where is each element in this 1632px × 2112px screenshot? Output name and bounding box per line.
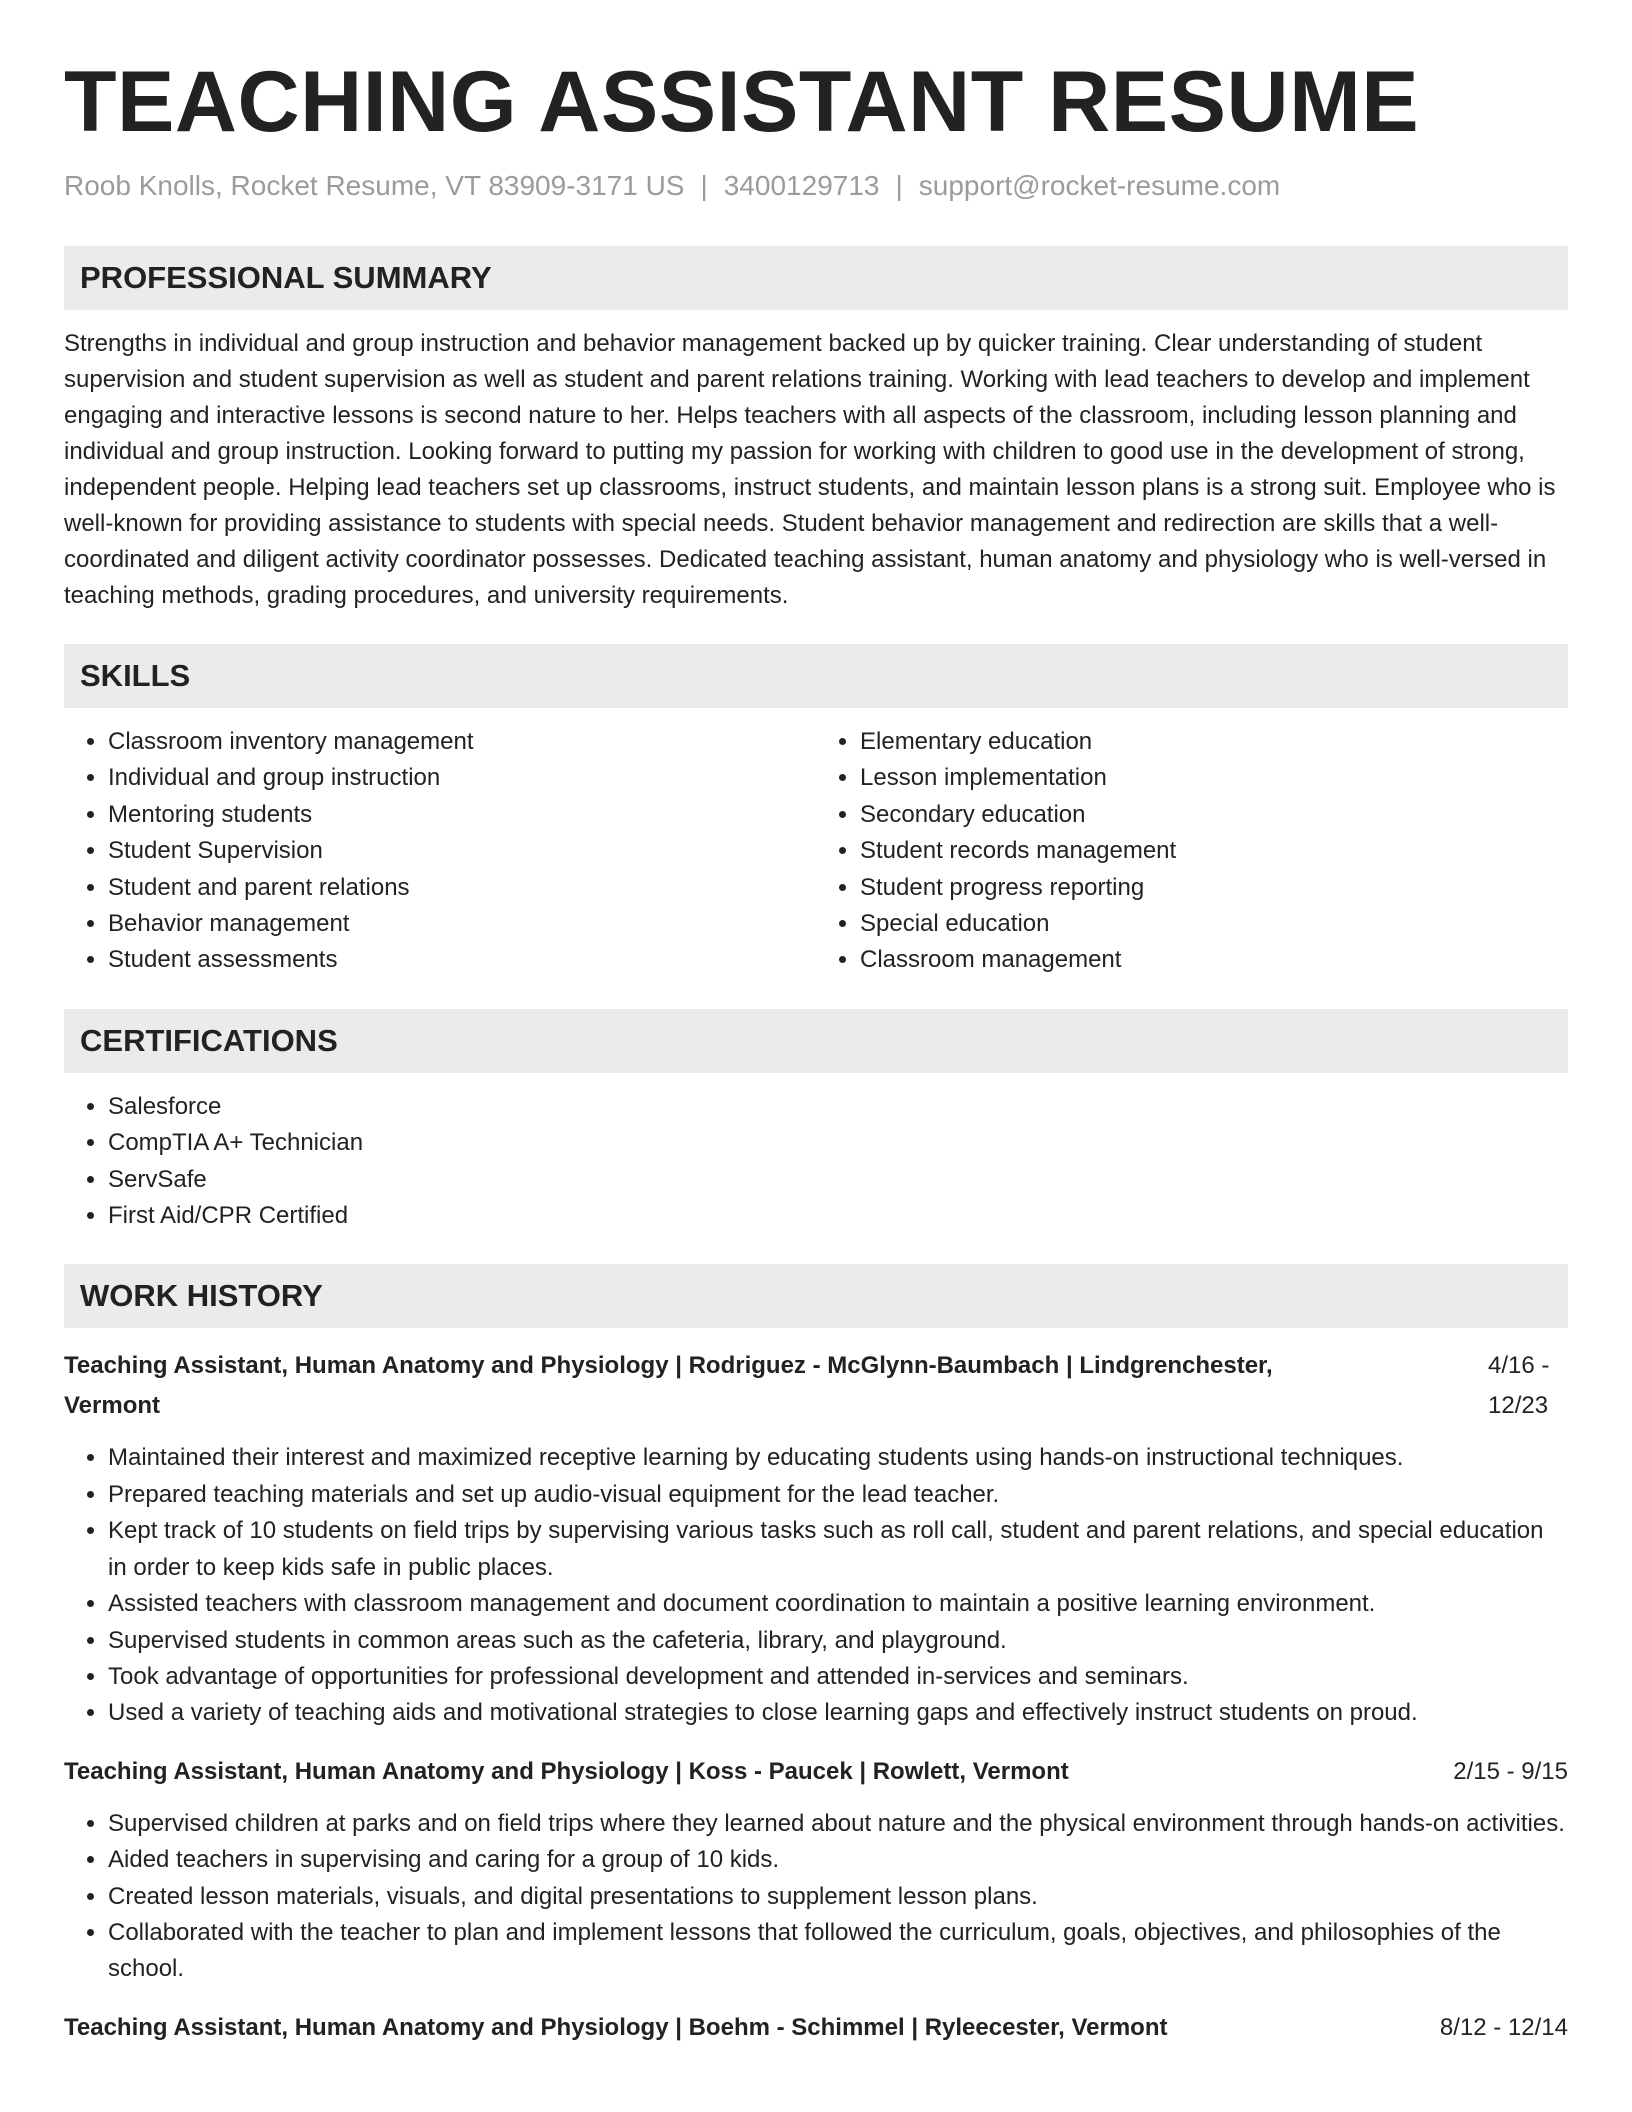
skill-item: • Classroom management	[860, 942, 1568, 978]
skills-heading: SKILLS	[64, 644, 1568, 708]
job-date: 2/15 - 9/15	[1453, 1757, 1568, 1785]
job-bullet: • Aided teachers in supervising and caring for a group of 10 kids.	[108, 1842, 1568, 1878]
summary-heading: PROFESSIONAL SUMMARY	[64, 246, 1568, 310]
skills-column-left	[64, 724, 816, 979]
resume-title: TEACHING ASSISTANT RESUME	[64, 54, 1420, 150]
job-date: 4/16 - 12/23	[1488, 1352, 1550, 1420]
contact-separator: |	[895, 170, 903, 201]
skill-item: • Lesson implementation	[860, 760, 1568, 796]
skill-item: • Student assessments	[108, 942, 816, 978]
certification-item: • Salesforce	[108, 1089, 1568, 1125]
certification-item: • First Aid/CPR Certified	[108, 1198, 1568, 1234]
certifications-list	[64, 1089, 1568, 1235]
job-bullet: • Prepared teaching materials and set up audio-visual equipment for the lead teacher.	[108, 1477, 1568, 1513]
job-title: Teaching Assistant, Human Anatomy and Physiology | Koss - Paucek | Rowlett, Vermont	[64, 1757, 1069, 1785]
job-bullet: • Maintained their interest and maximized receptive learning by educating students using hands-on instructional techniques.	[108, 1440, 1568, 1476]
contact-email: support@rocket-resume.com	[918, 170, 1281, 201]
job-bullet: • Supervised students in common areas such as the cafeteria, library, and playground.	[108, 1623, 1568, 1659]
job-bullet: • Supervised children at parks and on field trips where they learned about nature and the physical environment through hands-on activities.	[108, 1806, 1568, 1842]
skill-item: • Student records management	[860, 833, 1568, 869]
contact-address: Roob Knolls, Rocket Resume, VT 83909-3171 US	[64, 170, 685, 201]
summary-text: Strengths in individual and group instruction and behavior management backed up by quicker training. Clear understanding of student supervision and student supervision as well as student and parent relations training. Working with lead teachers to develop and implement engaging and interactive lessons is second nature to her. Helps teachers with all aspects of the classroom, including lesson planning and individual and group instruction. Looking forward to putting my passion for working with children to good use in the development of strong, independent people. Helping lead teachers set up classrooms, instruct students, and maintain lesson plans is a strong suit. Employee who is well-known for providing assistance to students with special needs. Student behavior management and redirection are skills that a well-coordinated and diligent activity coordinator possesses. Dedicated teaching assistant, human anatomy and physiology who is well-versed in teaching methods, grading procedures, and university requirements.	[64, 330, 1556, 609]
job-bullet: • Took advantage of opportunities for professional development and attended in-services and seminars.	[108, 1659, 1568, 1695]
skills-list	[64, 724, 1568, 979]
skill-item: • Classroom inventory management	[108, 724, 816, 760]
skill-item: • Student and parent relations	[108, 870, 816, 906]
job-bullet: • Kept track of 10 students on field trips by supervising various tasks such as roll call, student and parent relations, and special education in order to keep kids safe in public places.	[108, 1513, 1568, 1586]
skill-item: • Behavior management	[108, 906, 816, 942]
work-history-heading: WORK HISTORY	[64, 1264, 1568, 1328]
job-date: 8/12 - 12/14	[1439, 2013, 1568, 2041]
job-bullet: • Used a variety of teaching aids and motivational strategies to close learning gaps and effectively instruct students on proud.	[108, 1695, 1568, 1731]
certification-item: • ServSafe	[108, 1162, 1568, 1198]
skill-item: • Student progress reporting	[860, 870, 1568, 906]
job-bullet: • Collaborated with the teacher to plan and implement lessons that followed the curriculum, goals, objectives, and philosophies of the school.	[108, 1915, 1568, 1988]
skill-item: • Special education	[860, 906, 1568, 942]
job-bullet: • Created lesson materials, visuals, and digital presentations to supplement lesson plans.	[108, 1879, 1568, 1915]
job-title: Teaching Assistant, Human Anatomy and Physiology | Boehm - Schimmel | Ryleecester, Vermont	[64, 2013, 1168, 2041]
job-bullets	[64, 1440, 1568, 1731]
job-title: Teaching Assistant, Human Anatomy and Physiology | Rodriguez - McGlynn-Baumbach | Lindgrenchester, Vermont	[64, 1352, 1273, 1420]
job-entry	[64, 2008, 1568, 2048]
skill-item: • Elementary education	[860, 724, 1568, 760]
contact-separator: |	[700, 170, 708, 201]
job-bullet: • Assisted teachers with classroom management and document coordination to maintain a positive learning environment.	[108, 1586, 1568, 1622]
contact-phone: 3400129713	[723, 170, 880, 201]
skill-item: • Secondary education	[860, 797, 1568, 833]
contact-line	[64, 168, 1568, 204]
job-entry	[64, 1752, 1568, 1988]
job-entry	[64, 1346, 1568, 1731]
skill-item: • Student Supervision	[108, 833, 816, 869]
skills-column-right	[816, 724, 1568, 979]
skill-item: • Individual and group instruction	[108, 760, 816, 796]
job-bullets	[64, 1806, 1568, 1988]
certification-item: • CompTIA A+ Technician	[108, 1125, 1568, 1161]
skill-item: • Mentoring students	[108, 797, 816, 833]
certifications-heading: CERTIFICATIONS	[64, 1009, 1568, 1073]
